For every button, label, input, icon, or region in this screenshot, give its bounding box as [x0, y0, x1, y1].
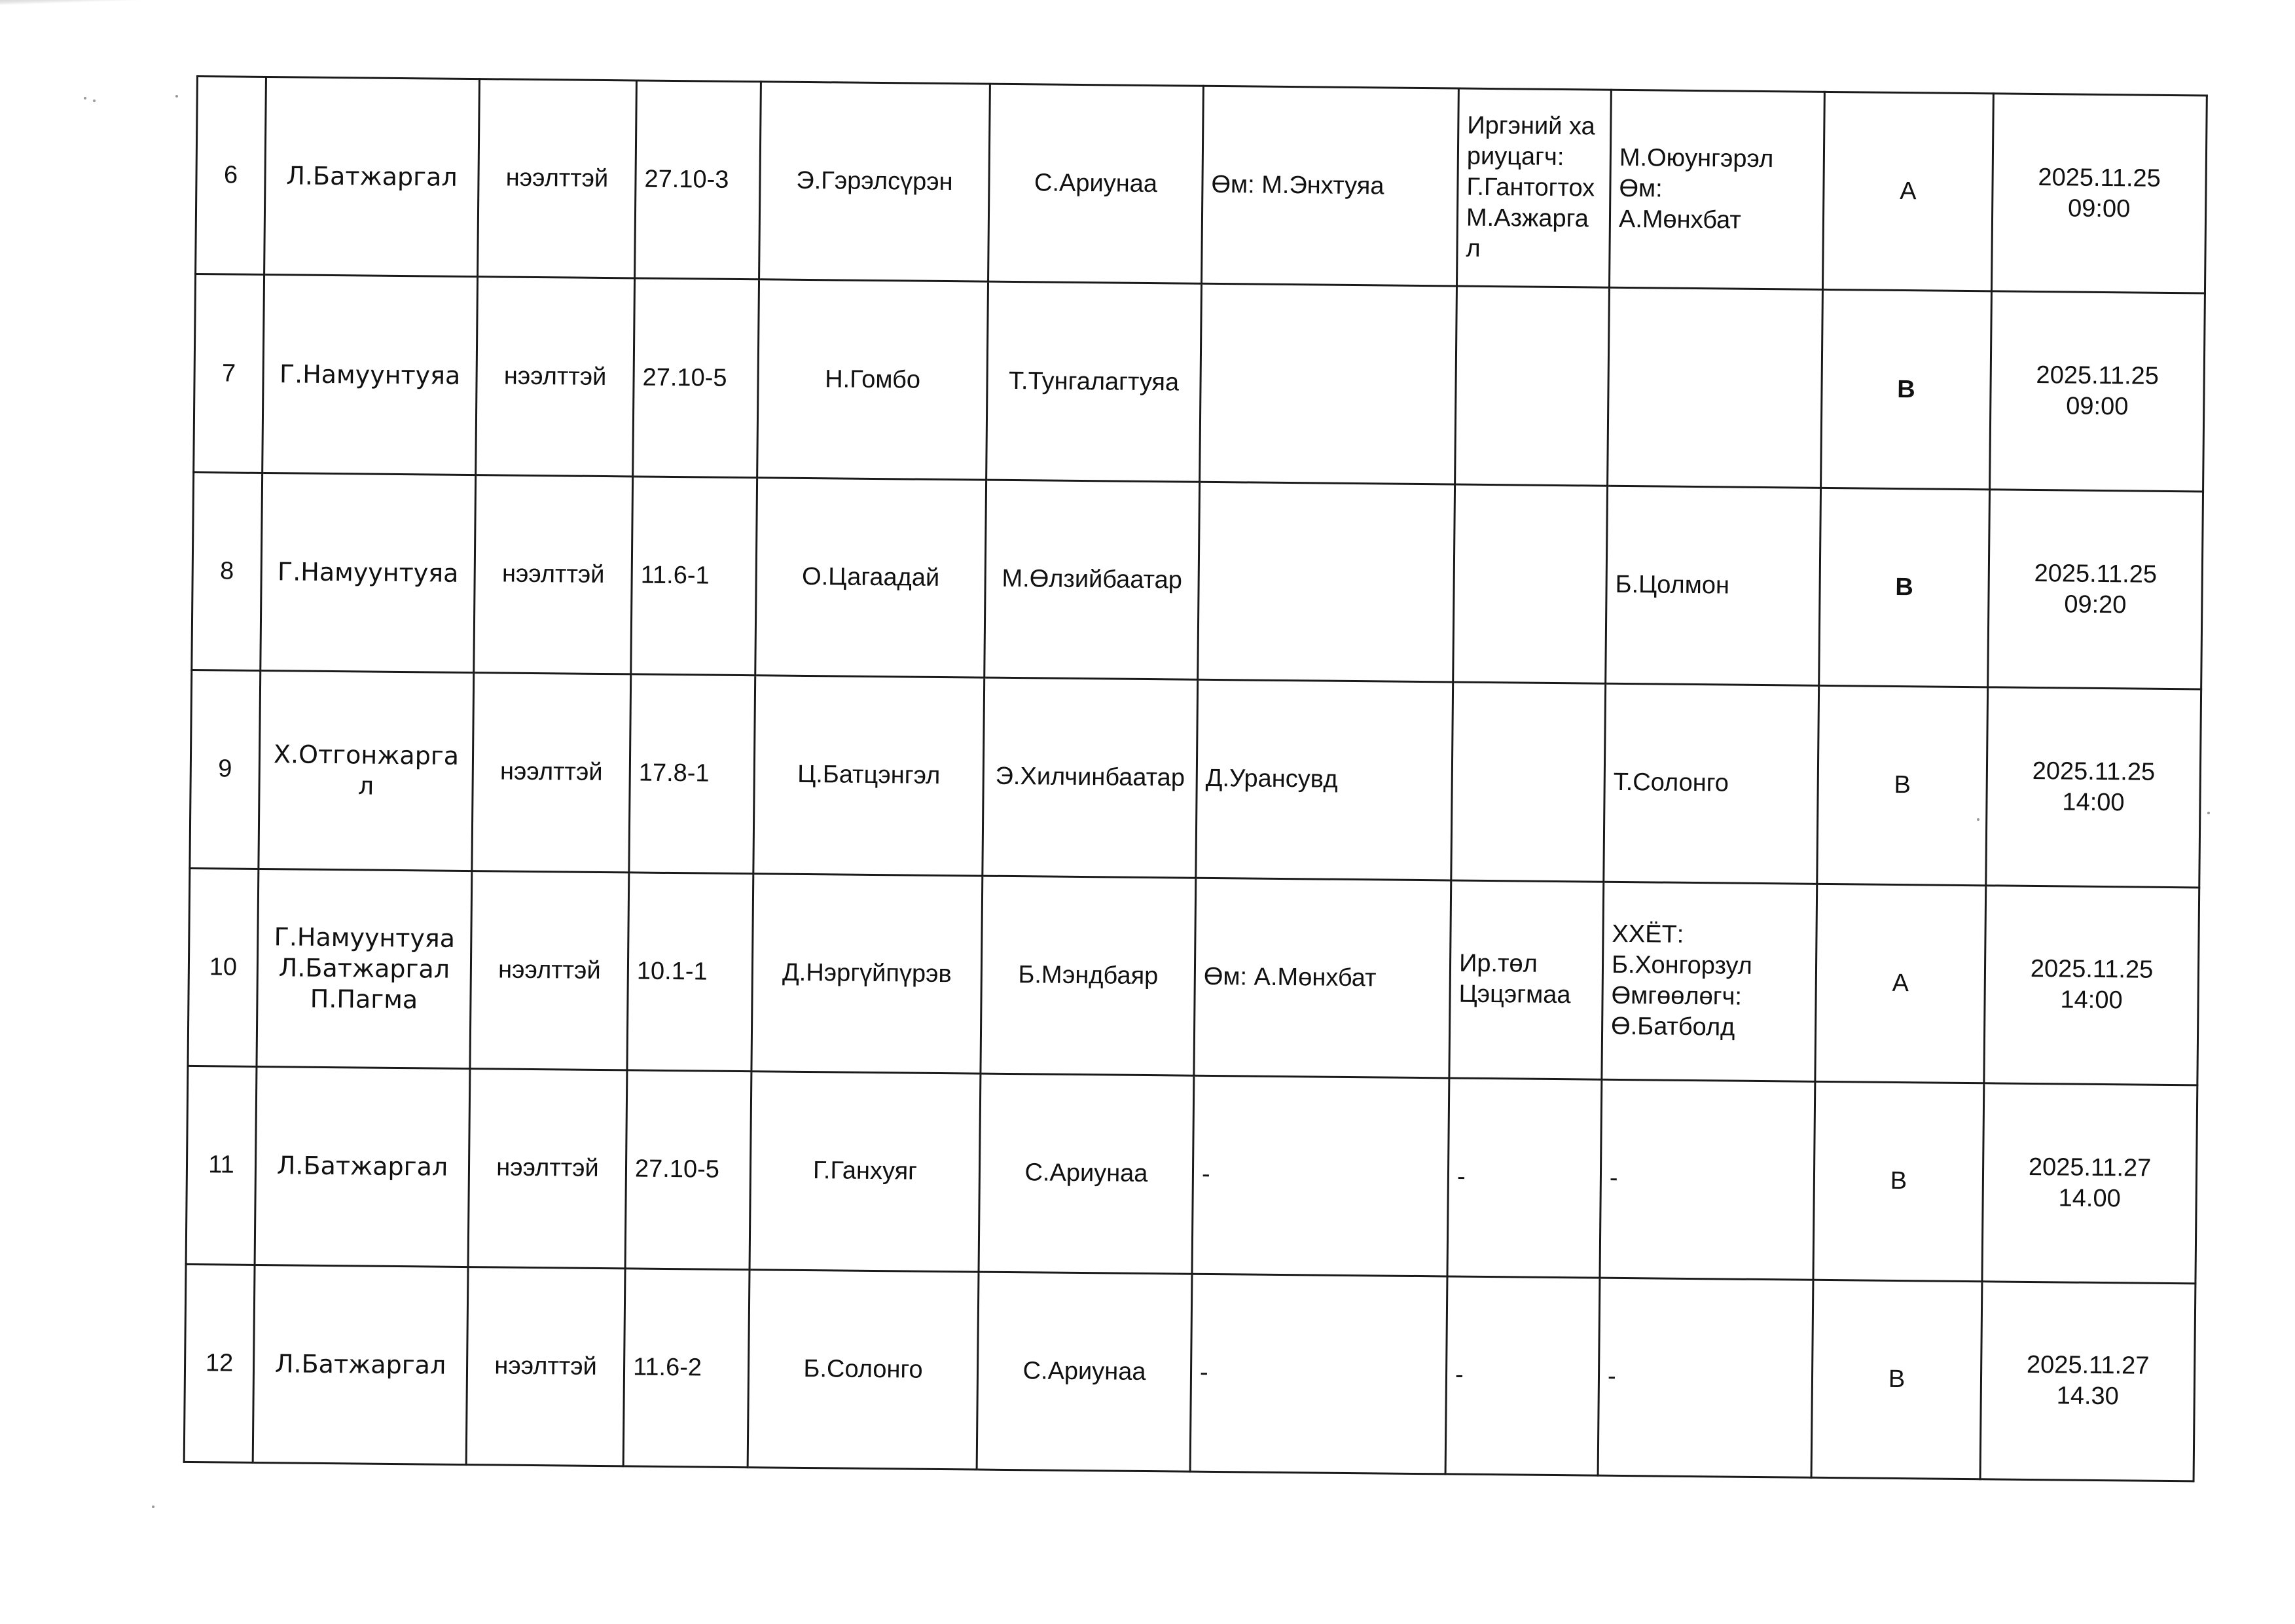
datetime-cell [1991, 94, 2207, 294]
victim-cell [1200, 284, 1457, 484]
document-page [183, 75, 2206, 1482]
hearing-date: 2025.11.27 [2028, 1153, 2152, 1182]
hearing-time: 09:00 [2066, 392, 2129, 421]
openness-cell: нээлттэй [474, 475, 633, 674]
lawyer-cell-line: - [1607, 1362, 1616, 1390]
case-number-cell: 6 [196, 77, 266, 275]
table-row [196, 77, 2207, 294]
defendant-cell: Д.Нэргүйпүрэв [751, 873, 983, 1074]
lawyer-cell [1602, 882, 1817, 1082]
victim-cell: Өм: М.Энхтуяа [1202, 86, 1459, 286]
scan-speck [84, 97, 86, 99]
defendant-cell: Н.Гомбо [757, 280, 988, 480]
civil-party-cell [1445, 1276, 1600, 1475]
hearing-date: 2025.11.25 [2038, 163, 2161, 192]
lawyer-cell-line: А.Мөнхбат [1618, 206, 1742, 234]
lawyer-cell-line: М.Оюунгэрэл [1619, 144, 1774, 173]
judge-cell [255, 1067, 470, 1267]
datetime-cell [1986, 687, 2201, 888]
judge-cell-line: Г.Намуунтуяа [279, 359, 461, 390]
hearing-date: 2025.11.25 [2032, 757, 2156, 786]
judge-cell-line: Л.Батжаргал [286, 161, 458, 192]
victim-cell: - [1190, 1274, 1447, 1474]
hearing-date: 2025.11.25 [2030, 955, 2154, 984]
defendant-cell: Ц.Батцэнгэл [753, 676, 985, 876]
civil-party-cell-line: М.Азжаргал [1466, 204, 1589, 263]
courtroom-cell: В [1817, 686, 1988, 886]
civil-party-cell [1453, 484, 1608, 684]
lawyer-cell-line: Б.Хонгорзул [1611, 951, 1752, 981]
scan-speck [152, 1506, 154, 1508]
datetime-cell [1990, 291, 2205, 492]
article-cell: 10.1-1 [627, 873, 753, 1072]
table-row [192, 472, 2203, 689]
judge-cell-line: Г.Намуунтуяа [277, 557, 459, 588]
lawyer-cell-line: Өм: [1619, 175, 1663, 203]
lawyer-cell-line: ХХЁТ: [1612, 920, 1684, 949]
defendant-cell: О.Цагаадай [755, 478, 986, 678]
civil-party-cell-line: Г.Гантогтох [1466, 173, 1595, 202]
civil-party-cell [1455, 286, 1610, 486]
lawyer-cell-line: Т.Солонго [1613, 768, 1729, 797]
hearing-time: 14.00 [2058, 1184, 2121, 1213]
openness-cell: нээлттэй [466, 1267, 625, 1466]
judge-cell [259, 671, 474, 871]
lawyer-cell-line: Б.Цолмон [1615, 570, 1730, 600]
datetime-cell [1984, 885, 2199, 1085]
scan-speck [175, 95, 178, 98]
prosecutor-cell: Б.Мэндбаяр [981, 876, 1196, 1076]
judge-cell-line: Л.Батжаргал [278, 953, 450, 984]
table-row [194, 274, 2205, 492]
civil-party-cell [1449, 880, 1604, 1080]
openness-cell: нээлттэй [468, 1069, 627, 1269]
judge-cell-line: П.Пагма [310, 984, 418, 1015]
judge-cell [264, 77, 480, 278]
scan-speck [2207, 812, 2210, 814]
article-cell: 27.10-3 [635, 81, 761, 280]
judge-cell-line: Л.Батжаргал [276, 1151, 448, 1182]
judge-cell-line: Л.Батжаргал [274, 1349, 446, 1380]
hearing-time: 09:20 [2064, 590, 2127, 619]
article-cell: 11.6-2 [623, 1268, 750, 1467]
prosecutor-cell: Э.Хилчинбаатар [983, 677, 1198, 878]
courtroom-cell: В [1813, 1081, 1984, 1281]
lawyer-cell [1598, 1278, 1813, 1478]
courtroom-cell: В [1811, 1280, 1982, 1479]
courtroom-cell: А [1815, 884, 1986, 1083]
judge-cell [257, 869, 472, 1069]
judge-cell [262, 275, 478, 475]
article-cell: 11.6-1 [631, 477, 757, 676]
lawyer-cell-line: - [1609, 1164, 1618, 1193]
hearing-schedule-table [183, 75, 2208, 1482]
datetime-cell [1982, 1083, 2197, 1284]
case-number-cell: 9 [190, 670, 261, 869]
article-cell: 17.8-1 [629, 674, 755, 873]
table-row [190, 670, 2201, 888]
table-row [184, 1264, 2196, 1481]
datetime-cell [1980, 1281, 2196, 1481]
civil-party-cell [1447, 1078, 1602, 1278]
defendant-cell: Г.Ганхуяг [750, 1072, 981, 1272]
civil-party-cell-line: - [1455, 1361, 1464, 1389]
victim-cell: Өм: А.Мөнхбат [1194, 878, 1451, 1078]
courtroom-cell: В [1819, 488, 1990, 687]
prosecutor-cell: С.Ариунаа [977, 1272, 1192, 1472]
civil-party-cell-line: - [1456, 1163, 1466, 1191]
article-cell: 27.10-5 [633, 278, 759, 477]
prosecutor-cell: С.Ариунаа [979, 1074, 1194, 1274]
hearing-time: 09:00 [2067, 194, 2131, 223]
civil-party-cell [1456, 88, 1611, 288]
civil-party-cell-line: Иргэний хариуцагч: [1466, 111, 1595, 171]
case-number-cell: 10 [188, 868, 259, 1066]
prosecutor-cell: С.Ариунаа [988, 84, 1204, 284]
civil-party-cell [1451, 682, 1606, 882]
lawyer-cell-line: Ө.Батболд [1610, 1013, 1735, 1042]
lawyer-cell [1606, 486, 1821, 686]
civil-party-cell-line: Цэцэгмаа [1458, 980, 1571, 1009]
datetime-cell [1988, 490, 2203, 690]
hearing-time: 14:00 [2062, 788, 2125, 817]
case-number-cell: 12 [184, 1264, 255, 1462]
victim-cell: - [1192, 1075, 1449, 1276]
hearing-date: 2025.11.27 [2026, 1351, 2150, 1380]
scan-speck [93, 99, 96, 102]
openness-cell: нээлттэй [476, 277, 635, 477]
hearing-time: 14.30 [2056, 1382, 2120, 1411]
openness-cell: нээлттэй [470, 871, 629, 1070]
hearing-date: 2025.11.25 [2036, 361, 2159, 390]
victim-cell [1198, 482, 1455, 682]
hearing-time: 14:00 [2060, 986, 2123, 1015]
case-number-cell: 8 [192, 472, 262, 670]
judge-cell-line: Х.Отгонжаргал [273, 740, 460, 801]
civil-party-cell-line: Ир.төл [1458, 949, 1538, 979]
case-number-cell: 7 [194, 274, 264, 473]
hearing-table-body [184, 77, 2207, 1481]
table-row [186, 1066, 2197, 1284]
openness-cell: нээлттэй [472, 673, 631, 873]
judge-cell [253, 1265, 468, 1465]
hearing-date: 2025.11.25 [2034, 559, 2158, 588]
courtroom-cell: В [1821, 290, 1992, 490]
judge-cell-line: Г.Намуунтуяа [274, 922, 456, 953]
courtroom-cell: А [1822, 92, 1993, 291]
lawyer-cell-line: Өмгөөлөгч: [1611, 982, 1743, 1011]
prosecutor-cell: М.Өлзийбаатар [985, 480, 1200, 680]
judge-cell [261, 473, 476, 673]
lawyer-cell [1608, 288, 1823, 488]
lawyer-cell [1609, 90, 1824, 290]
victim-cell: Д.Урансувд [1196, 679, 1453, 880]
lawyer-cell [1600, 1079, 1815, 1280]
table-row [188, 868, 2199, 1085]
case-number-cell: 11 [186, 1066, 257, 1265]
prosecutor-cell: Т.Тунгалагтуяа [986, 282, 1202, 482]
article-cell: 27.10-5 [625, 1070, 751, 1269]
defendant-cell: Э.Гэрэлсүрэн [759, 82, 990, 282]
defendant-cell: Б.Солонго [748, 1269, 979, 1470]
openness-cell: нээлттэй [478, 79, 637, 279]
lawyer-cell [1604, 683, 1819, 884]
